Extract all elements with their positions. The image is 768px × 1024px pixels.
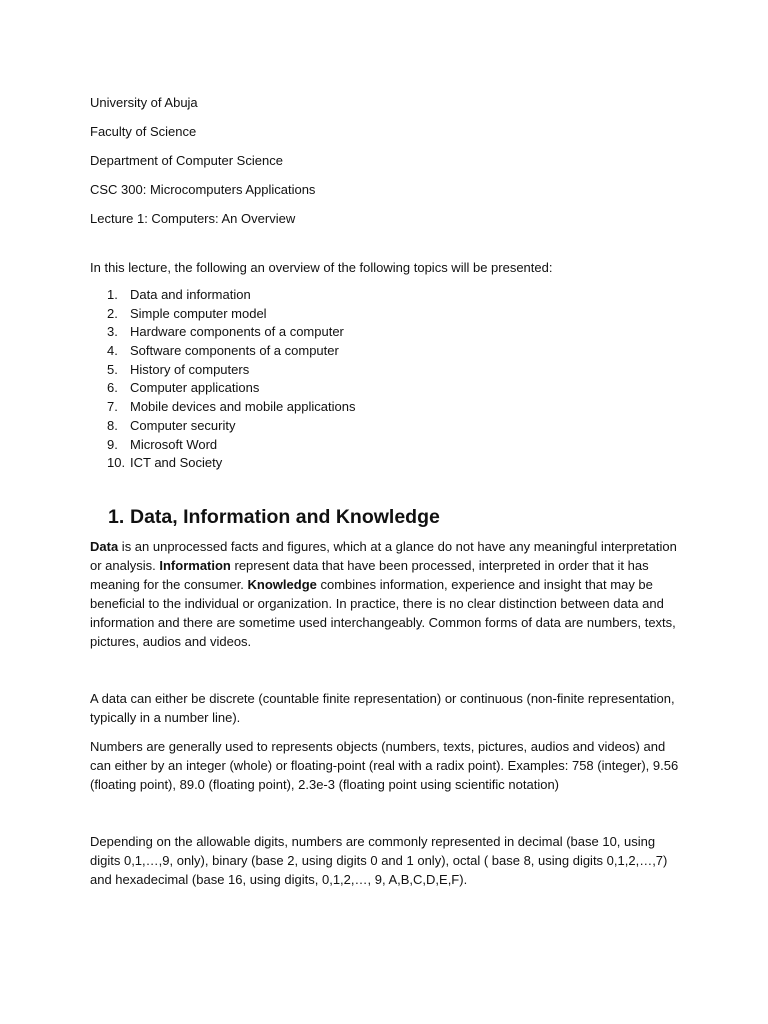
- course-title: CSC 300: Microcomputers Applications: [90, 182, 316, 197]
- list-item: [90, 436, 680, 455]
- university-name: University of Abuja: [90, 95, 198, 110]
- list-item: [90, 454, 680, 473]
- list-item-number: 1.: [107, 287, 118, 302]
- list-item-label: Mobile devices and mobile applications: [130, 399, 356, 415]
- list-item: [90, 286, 680, 305]
- list-item: [90, 379, 680, 398]
- list-item: [90, 323, 680, 342]
- paragraph-definitions: [90, 537, 680, 651]
- list-item: [90, 361, 680, 380]
- list-item: [90, 305, 680, 324]
- list-item-number: 5.: [107, 361, 118, 377]
- faculty-name: Faculty of Science: [90, 124, 197, 139]
- term-data: Data: [90, 538, 119, 554]
- list-item-label: ICT and Society: [130, 455, 223, 471]
- paragraph-text: represent data that have been processed, interpreted in order that it has meaning for the consumer.: [90, 557, 649, 592]
- term-information: Information: [159, 557, 231, 573]
- paragraph-number-bases: Depending on the allowable digits, numbers are commonly represented in decimal (base 10, using digits 0,1,…,9, only), binary (base 2, using digits 0 and 1 only), octal ( base 8, using digits 0,1,2,…,7) and hexadecimal (base 16, using digits, 0,1,2,…, 9, A,B,C,D,E,F).: [90, 833, 668, 887]
- list-item-label: Data and information: [130, 287, 251, 302]
- list-item-number: 4.: [107, 343, 118, 359]
- list-item-label: History of computers: [130, 361, 250, 377]
- list-item-number: 9.: [107, 436, 118, 452]
- section-heading: [90, 505, 680, 528]
- paragraph-text: is an unprocessed facts and figures, which at a glance do not have any meaningful interpretation or analysis.: [90, 538, 677, 573]
- list-item-number: 10.: [107, 455, 126, 471]
- list-item-label: Microsoft Word: [130, 436, 218, 452]
- list-item-number: 3.: [107, 324, 118, 340]
- section-title: Data, Information and Knowledge: [130, 505, 440, 528]
- term-knowledge: Knowledge: [247, 576, 317, 592]
- list-item-label: Computer security: [130, 417, 236, 433]
- list-item: [90, 342, 680, 361]
- list-item-number: 8.: [107, 417, 118, 433]
- list-item-number: 2.: [107, 305, 118, 321]
- lecture-title: Lecture 1: Computers: An Overview: [90, 211, 296, 226]
- list-item: [90, 417, 680, 436]
- paragraph-text: combines information, experience and insight that may be beneficial to the individual or organization. In practice, there is no clear distinction between data and information and there are sometime used interchangeably. Common forms of data are numbers, texts, pictures, audios and videos.: [90, 576, 676, 649]
- spacer: [90, 238, 680, 258]
- section-number: 1.: [108, 505, 125, 528]
- list-item-number: 6.: [107, 380, 118, 396]
- topic-list: [90, 286, 680, 473]
- paragraph-numbers: Numbers are generally used to represents objects (numbers, texts, pictures, audios and videos) and can either by an integer (whole) or floating-point (real with a radix point). Examples: 758 (integer), 9.56 (floating point), 89.0 (floating point), 2.3e-3 (floating point using scientific notation): [90, 738, 679, 792]
- list-item-label: Simple computer model: [130, 305, 267, 321]
- list-item-number: 7.: [107, 399, 118, 415]
- list-item-label: Computer applications: [130, 380, 260, 396]
- list-item-label: Software components of a computer: [130, 343, 339, 359]
- list-item: [90, 398, 680, 417]
- department-name: Department of Computer Science: [90, 153, 283, 168]
- list-item-label: Hardware components of a computer: [130, 324, 344, 340]
- paragraph-discrete-continuous: A data can either be discrete (countable finite representation) or continuous (non-finite representation, typically in a number line).: [90, 690, 675, 725]
- document-body: [90, 93, 680, 889]
- intro-text: In this lecture, the following an overview of the following topics will be presented:: [90, 260, 553, 275]
